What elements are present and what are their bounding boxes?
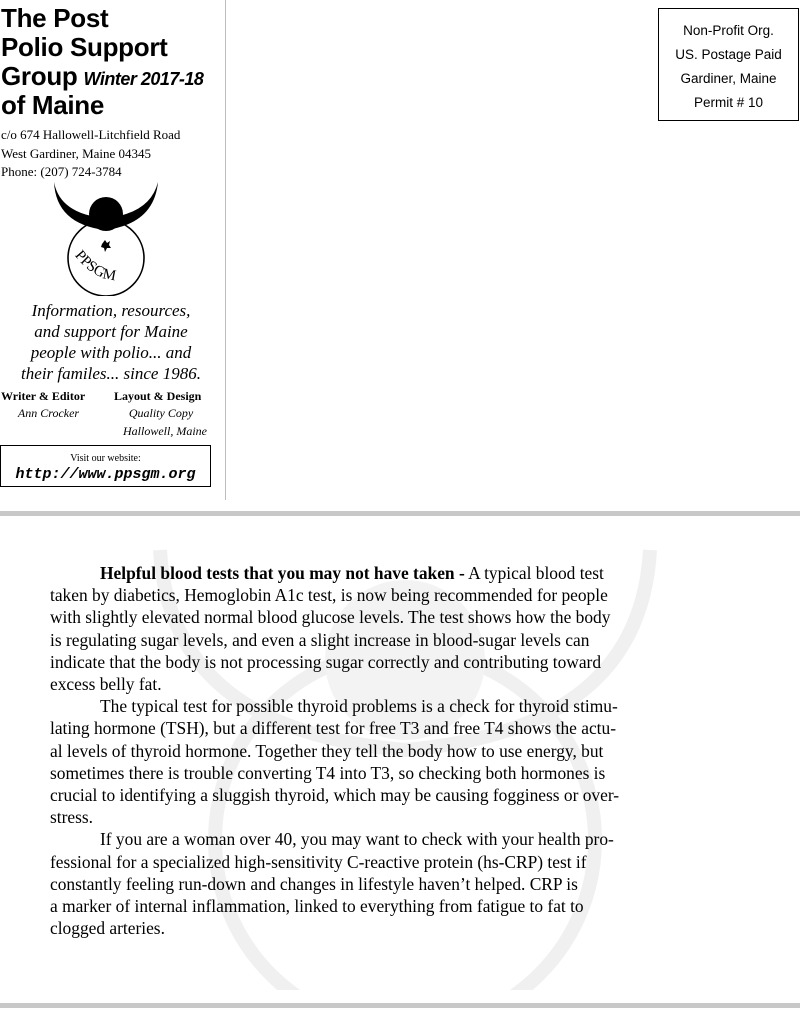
website-label: Visit our website: <box>70 453 141 464</box>
address-city: West Gardiner, Maine 04345 <box>1 146 152 161</box>
logo-text: PPSGM <box>71 247 118 285</box>
article-paragraph-1-text: A typical blood test taken by diabetics, Hemoglobin A1c test, is now being recommended for people with slightly elevated normal blood glucose levels. The test shows how the body is regulating sugar levels, and even a slight increase in blood-sugar levels can indicate that the body is not processing sugar correctly and contributing toward excess belly fat. <box>50 563 611 695</box>
writer-name: Ann Crocker <box>17 406 80 420</box>
website-link[interactable]: http://www.ppsgm.org <box>15 466 196 483</box>
layout-company: Quality Copy <box>128 406 194 420</box>
website-box <box>0 445 211 487</box>
address-street: c/o 674 Hallowell-Litchfield Road <box>1 127 181 142</box>
title-line-1: The Post <box>1 3 109 33</box>
masthead-divider <box>225 0 226 500</box>
article-heading: Helpful blood tests that you may not have taken - <box>100 563 465 583</box>
article <box>50 562 770 939</box>
tagline: Information, resources, and support for Maine people with polio... and their familes... since 1986. <box>21 301 201 383</box>
layout-design-heading: Layout & Design <box>114 389 202 403</box>
article-paragraph-3: If you are a woman over 40, you may want to check with your health pro- fessional for a specialized high-sensitivity C-reactive protein (hs-CRP) test if constantly feeling run-down and changes in lifestyle haven’t helped. CRP is a marker of internal inflammation, linked to everything from fatigue to fat to clogged arteries. <box>50 829 614 939</box>
svg-text:PPSGM <box>71 248 117 285</box>
title-group-word: Group <box>1 61 78 91</box>
postage-indicia <box>658 8 799 121</box>
postage-line: Gardiner, Maine <box>680 71 777 86</box>
section-divider-top <box>0 511 800 516</box>
title-line-3 <box>1 62 203 93</box>
postage-line: Permit # 10 <box>693 95 764 110</box>
ppsgm-logo <box>50 178 162 296</box>
title-line-2: Polio Support <box>1 32 168 62</box>
layout-location: Hallowell, Maine <box>123 424 207 438</box>
title-line-4: of Maine <box>1 90 105 120</box>
section-divider-bottom <box>0 1003 800 1008</box>
address-phone: Phone: (207) 724-3784 <box>1 164 122 179</box>
postage-line: US. Postage Paid <box>675 47 782 62</box>
issue-date: Winter 2017-18 <box>83 69 204 89</box>
masthead <box>0 0 225 500</box>
postage-line: Non-Profit Org. <box>683 23 774 38</box>
writer-editor-heading: Writer & Editor <box>1 389 86 403</box>
article-paragraph-2: The typical test for possible thyroid problems is a check for thyroid stimu- lating hormone (TSH), but a different test for free T3 and free T4 shows the actu- al levels of thyroid hormone. Together they tell the body how to use energy, but sometimes there is trouble converting T4 into T3, so checking both hormones is crucial to identifying a sluggish thyroid, which may be causing fogginess or over- stress. <box>50 696 620 828</box>
article-paragraph-1 <box>50 562 770 695</box>
